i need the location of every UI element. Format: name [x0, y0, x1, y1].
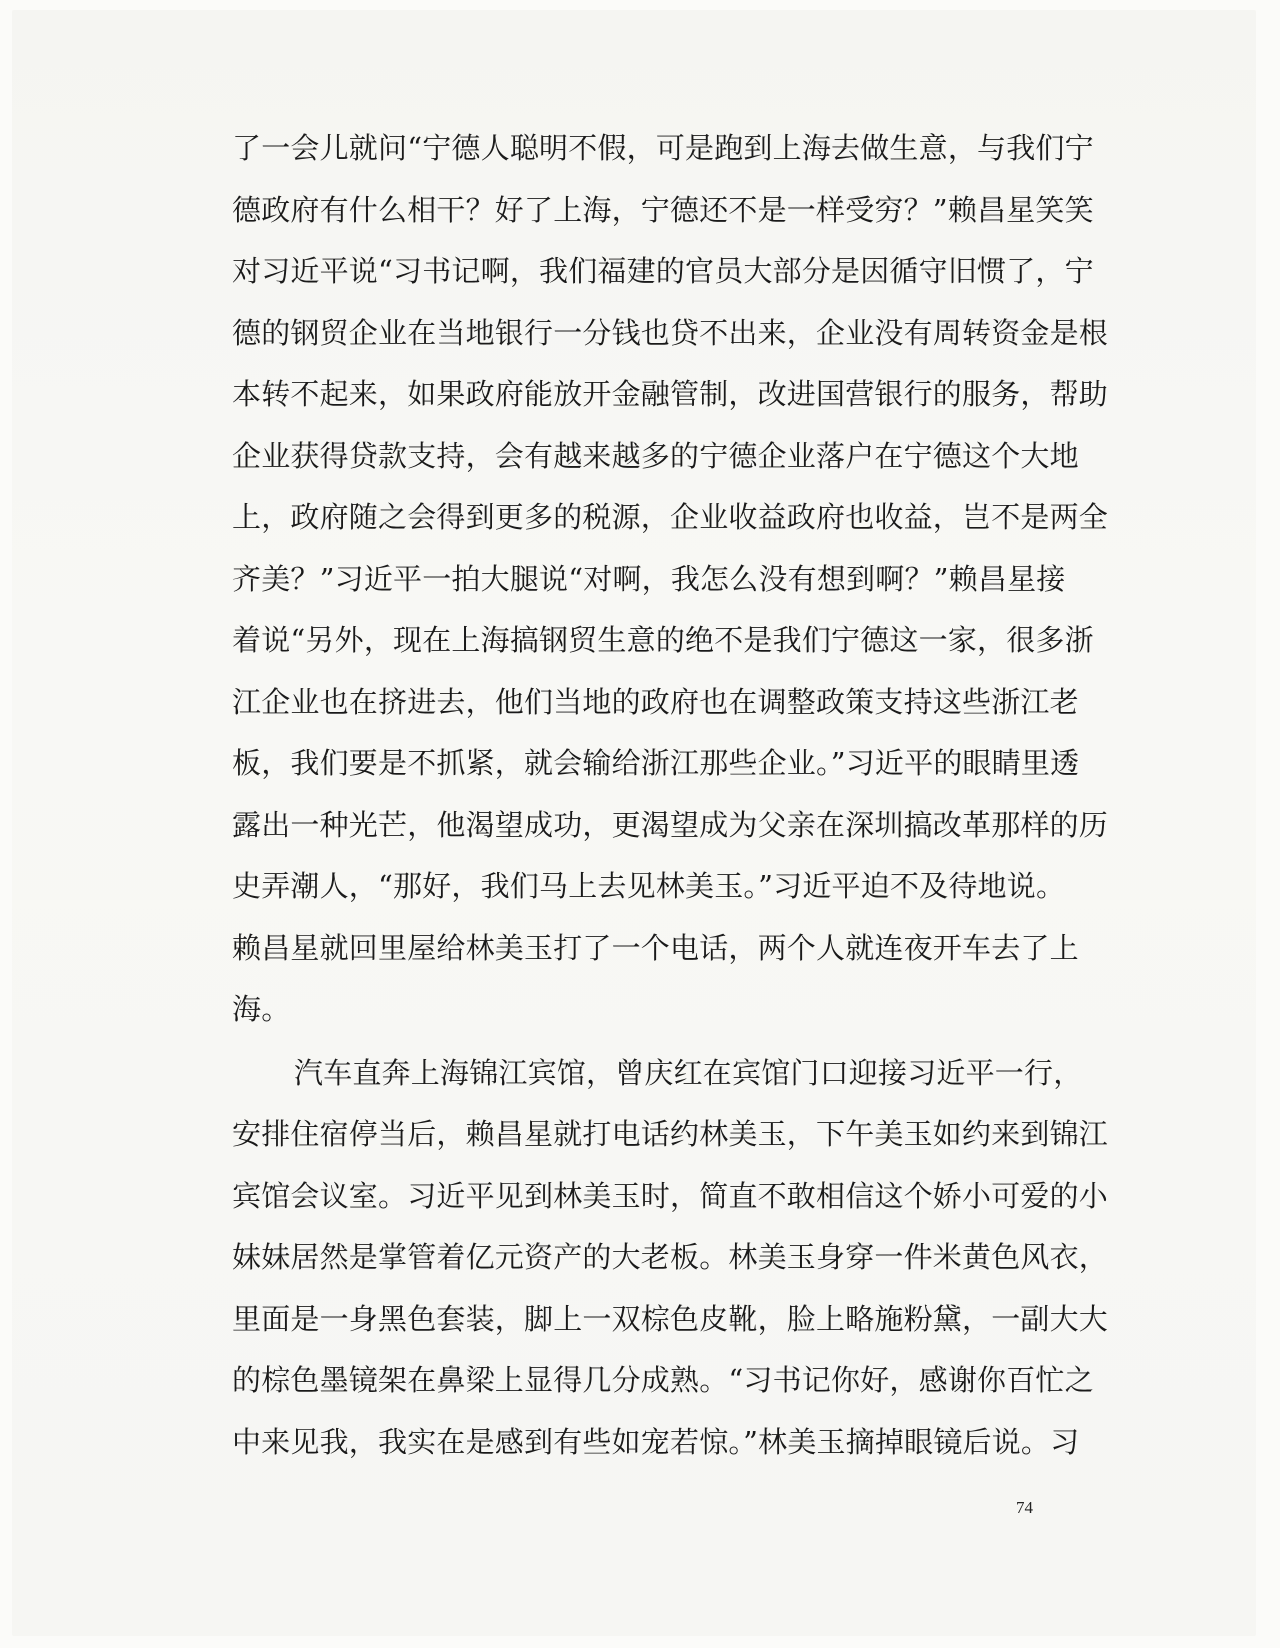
text-line: 江企业也在挤进去，他们当地的政府也在调整政策支持这些浙江老 — [232, 684, 1079, 719]
paragraph-first-line: 汽车直奔上海锦江宾馆，曾庆红在宾馆门口迎接习近平一行， — [294, 1055, 1083, 1090]
text-line: 里面是一身黑色套装，脚上一双棕色皮靴，脸上略施粉黛，一副大大 — [232, 1301, 1109, 1336]
text-line: 板，我们要是不抓紧，就会输给浙江那些企业。”习近平的眼睛里透 — [232, 746, 1080, 780]
text-line: 齐美？”习近平一拍大腿说“对啊，我怎么没有想到啊？”赖昌星接 — [232, 561, 1066, 596]
text-line: 着说“另外，现在上海搞钢贸生意的绝不是我们宁德这一家，很多浙 — [232, 623, 1094, 657]
body-text — [232, 118, 1109, 1473]
text-line: 海。 — [232, 992, 291, 1026]
text-line: 史弄潮人，“那好，我们马上去见林美玉。”习近平迫不及待地说。 — [232, 869, 1066, 903]
text-line: 德的钢贸企业在当地银行一分钱也贷不出来，企业没有周转资金是根 — [232, 315, 1109, 350]
text-line: 安排住宿停当后，赖昌星就打电话约林美玉，下午美玉如约来到锦江 — [232, 1117, 1109, 1151]
text-line: 本转不起来，如果政府能放开金融管制，改进国营银行的服务，帮助 — [232, 377, 1109, 411]
text-line: 宾馆会议室。习近平见到林美玉时，简直不敢相信这个娇小可爱的小 — [232, 1178, 1109, 1213]
text-line: 了一会儿就问“宁德人聪明不假，可是跑到上海去做生意，与我们宁 — [232, 131, 1094, 165]
text-line: 中来见我，我实在是感到有些如宠若惊。”林美玉摘掉眼镜后说。习 — [232, 1424, 1080, 1459]
text-line: 露出一种光芒，他渴望成功，更渴望成为父亲在深圳搞改革那样的历 — [232, 807, 1109, 842]
page-number: 74 — [1016, 1498, 1033, 1517]
text-line: 对习近平说“习书记啊，我们福建的官员大部分是因循守旧惯了，宁 — [232, 254, 1094, 288]
text-line: 德政府有什么相干？好了上海，宁德还不是一样受穷？”赖昌星笑笑 — [232, 192, 1094, 227]
text-line: 企业获得贷款支持，会有越来越多的宁德企业落户在宁德这个大地 — [232, 438, 1079, 473]
text-line: 上，政府随之会得到更多的税源，企业收益政府也收益，岂不是两全 — [232, 500, 1109, 534]
text-line: 的棕色墨镜架在鼻梁上显得几分成熟。“习书记你好，感谢你百忙之 — [232, 1363, 1094, 1397]
text-line: 赖昌星就回里屋给林美玉打了一个电话，两个人就连夜开车去了上 — [232, 930, 1079, 965]
text-line: 妹妹居然是掌管着亿元资产的大老板。林美玉身穿一件米黄色风衣， — [232, 1240, 1109, 1274]
